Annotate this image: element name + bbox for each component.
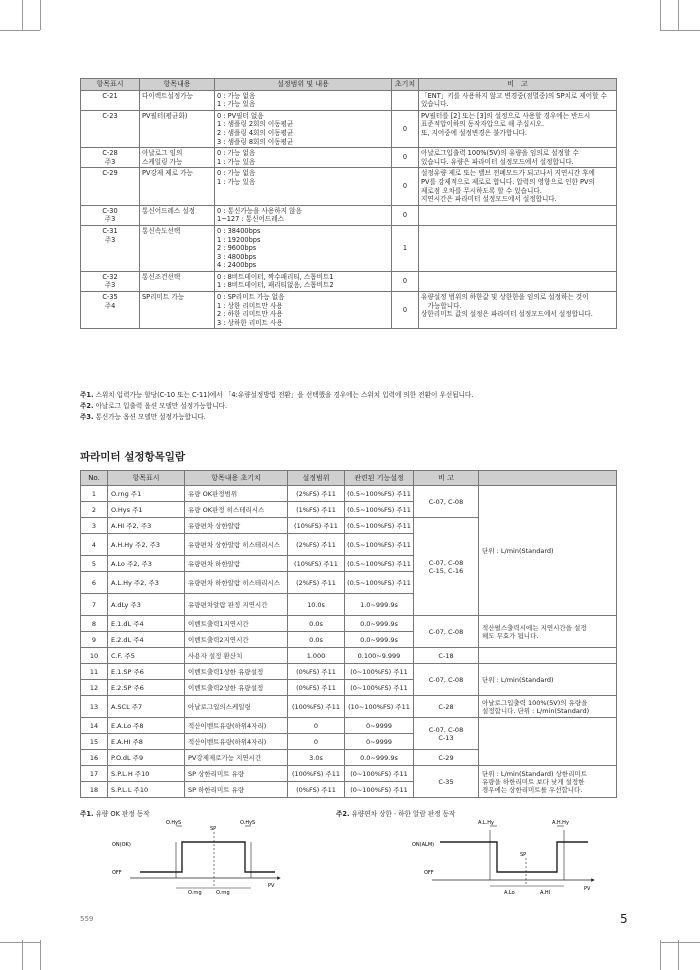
range-cell: 0.0s bbox=[288, 632, 345, 648]
related-cell: (0.5~100%FS) 주11 bbox=[345, 486, 414, 502]
related-cell: (0~100%FS) 주11 bbox=[345, 680, 414, 696]
code-cell: C.F. 주5 bbox=[108, 648, 185, 664]
off-label: OFF bbox=[112, 870, 122, 876]
text-line: 다이렉트설정가능 bbox=[142, 91, 193, 100]
no-cell: 1 bbox=[81, 486, 108, 502]
name-cell: 아날로그입의스케일링 bbox=[185, 696, 288, 718]
name-cell: 이벤트출력2상한 유량설정 bbox=[185, 680, 288, 696]
text-line: 단위 : L/min(Standard) 상한리미트 bbox=[482, 769, 588, 778]
header-range: 설정범위 bbox=[288, 471, 345, 486]
name-cell: 유량편차 상한알람 히스테리시스 bbox=[185, 534, 288, 556]
name-cell: 유량편차 상한알람 bbox=[185, 518, 288, 534]
related-cell: (0.5~100%FS) 주11 bbox=[345, 534, 414, 556]
text-line: 제로점 오차를 무시하도록 할 수 있습니다. bbox=[421, 186, 542, 195]
text-line: 해도 무효가 됩니다. bbox=[482, 631, 539, 640]
text-line: 2 : 하한 리미트만 사용 bbox=[217, 310, 283, 319]
text-line: 1 : 가능 있음 bbox=[217, 177, 256, 186]
ref-cell bbox=[414, 486, 479, 518]
note-cell bbox=[479, 486, 617, 616]
name-cell: 이벤트출력1상한 유량설정 bbox=[185, 664, 288, 680]
note-3: 주3. 통신가능 옵션 모델만 설정가능합니다. bbox=[80, 413, 206, 421]
text-line: 1 : 샘플링 2회의 이동평균 bbox=[217, 120, 294, 129]
code-cell: S.P.L.L 주10 bbox=[108, 782, 185, 798]
header-name: 항목내용 초기치 bbox=[185, 471, 288, 486]
no-cell: 4 bbox=[81, 534, 108, 556]
related-cell: 0~9999 bbox=[345, 718, 414, 734]
remark-cell bbox=[419, 110, 617, 147]
ref-cell bbox=[414, 750, 479, 766]
text-line: 1 : 가능 있음 bbox=[217, 100, 256, 109]
range-cell: (100%FS) 주11 bbox=[288, 766, 345, 782]
name-cell bbox=[140, 292, 215, 329]
text-line: 상한리미트 값의 설정은 파라미터 설정모드에서 설정합니다. bbox=[421, 310, 593, 319]
name-cell: SP 하한리미트 유량 bbox=[185, 782, 288, 798]
text-line: 3 : 샘플링 8회의 이동평균 bbox=[217, 137, 294, 146]
text-line: 아날로그입출력 100%(5V)의 유량을 bbox=[482, 698, 588, 707]
sp-label: SP bbox=[210, 826, 217, 832]
header-related: 관련된 기능설정 bbox=[345, 471, 414, 486]
rng-right-label: O.rng bbox=[216, 890, 230, 896]
text-line: C-07, C-08 bbox=[428, 675, 464, 684]
lo-label: A.Lo bbox=[504, 890, 515, 896]
text-line: 경우에는 상한리미트를 우선합니다. bbox=[482, 785, 583, 794]
text-line: 지연시간은 파라미터 설정모드에서 설정합니다. bbox=[421, 195, 557, 204]
on-label: ON(OK) bbox=[112, 842, 131, 848]
no-cell: 15 bbox=[81, 734, 108, 750]
range-cell: 1.000 bbox=[288, 648, 345, 664]
related-cell: (0~100%FS) 주11 bbox=[345, 782, 414, 798]
range-cell: (2%FS) 주11 bbox=[288, 486, 345, 502]
related-cell: 0.0~999.9s bbox=[345, 616, 414, 632]
text-line: 「ENT」키를 사용하지 않고 변경중(점멸중)의 SP치로 제어할 수 bbox=[421, 91, 607, 100]
no-cell: 8 bbox=[81, 616, 108, 632]
text-line: 1 : 상한 리미트만 사용 bbox=[217, 301, 283, 310]
related-cell: (10~100%FS) 주11 bbox=[345, 696, 414, 718]
rng-left-label: O.rng bbox=[188, 890, 202, 896]
hys-left-label: O.HyS bbox=[166, 820, 182, 826]
text-line: 0 : 8비트데이터, 짝수패리티, 스톱비트1 bbox=[217, 272, 334, 281]
text-line: C-07, C-08 bbox=[428, 497, 464, 506]
code-cell: O.Hys 주1 bbox=[108, 502, 185, 518]
no-cell: 5 bbox=[81, 556, 108, 572]
note-cell bbox=[479, 616, 617, 648]
header-remark: 비 고 bbox=[419, 79, 617, 91]
text-line: C-07, C-08 bbox=[428, 725, 464, 734]
range-cell: 10.0s bbox=[288, 594, 345, 616]
no-cell: 11 bbox=[81, 664, 108, 680]
range-cell: 3.0s bbox=[288, 750, 345, 766]
no-cell: 2 bbox=[81, 502, 108, 518]
text-line: C-35 bbox=[102, 293, 118, 302]
code-cell: A.HI 주2, 주3 bbox=[108, 518, 185, 534]
code-cell: O.rng 주1 bbox=[108, 486, 185, 502]
text-line: 또, 지어중에 설정변경은 불가합니다. bbox=[421, 128, 528, 137]
table-header-row bbox=[81, 79, 617, 91]
text-line: 0 : PV필터 없음 bbox=[217, 111, 264, 120]
name-cell: 적산이벤트유량(하위4자리) bbox=[185, 734, 288, 750]
remark-cell bbox=[419, 271, 617, 291]
name-cell bbox=[140, 110, 215, 147]
text-line: 설정합니다. 단위 : L/min(Standard) bbox=[482, 706, 590, 715]
text-line: 가능합니다. bbox=[421, 301, 462, 310]
text-line: 유량을 하한리미트 보다 낮게 설정한 bbox=[482, 777, 585, 786]
name-cell: 유량 OK판정범위 bbox=[185, 486, 288, 502]
initial-cell: 0 bbox=[392, 168, 419, 205]
related-cell: 1.0~999.9s bbox=[345, 594, 414, 616]
text-line: 주3 bbox=[104, 157, 116, 166]
code-cell: E.2.dL 주4 bbox=[108, 632, 185, 648]
text-line: 1~127 : 통신어드레스 bbox=[217, 215, 284, 224]
range-cell: (10%FS) 주11 bbox=[288, 518, 345, 534]
text-line: 1 : 19200bps bbox=[217, 235, 261, 244]
table-header-row bbox=[81, 471, 617, 486]
name-cell: PV강제제로가능 지연시간 bbox=[185, 750, 288, 766]
range-cell: (10%FS) 주11 bbox=[288, 556, 345, 572]
code-cell: E.A.Lo 주8 bbox=[108, 718, 185, 734]
text-line: 주3 bbox=[104, 281, 116, 290]
code-cell: A.dLy 주3 bbox=[108, 594, 185, 616]
text-line: 4 : 2400bps bbox=[217, 261, 257, 270]
text-line: 통신조건선택 bbox=[142, 272, 181, 281]
header-remark: 비 고 bbox=[414, 471, 479, 486]
text-line: C-35 bbox=[438, 777, 454, 786]
text-line: 적산펄스출력시에는 지연시간을 설정 bbox=[482, 623, 587, 632]
related-cell: 0.0~999.9s bbox=[345, 750, 414, 766]
name-cell: 유량편차 하한알람 bbox=[185, 556, 288, 572]
code-cell bbox=[81, 205, 140, 225]
no-cell: 17 bbox=[81, 766, 108, 782]
name-cell: 이벤트출력1지연시간 bbox=[185, 616, 288, 632]
remark-cell bbox=[419, 292, 617, 329]
related-cell: (0.5~100%FS) 주11 bbox=[345, 556, 414, 572]
related-cell: (0.5~100%FS) 주11 bbox=[345, 518, 414, 534]
text-line: C-30 bbox=[102, 206, 118, 215]
hy-left-label: A.L.Hy bbox=[478, 820, 495, 826]
code-cell bbox=[81, 292, 140, 329]
on-label: ON(ALM) bbox=[412, 842, 435, 848]
text-line: PV강제 제로 가능 bbox=[142, 169, 193, 178]
initial-cell: 0 bbox=[392, 148, 419, 168]
text-line: 유량설정 범위의 하한값 및 상한한을 임의로 설정하는 것이 bbox=[421, 293, 589, 302]
text-line: 주3 bbox=[104, 215, 116, 224]
name-cell: 유량편차알람 판정 지연시간 bbox=[185, 594, 288, 616]
table-row bbox=[81, 90, 617, 110]
table-row bbox=[81, 616, 617, 632]
header-initial: 초기치 bbox=[392, 79, 419, 91]
text-line: PV필터를 [2] 또는 [3]의 설정으로 사용할 경우에는 반드시 bbox=[421, 111, 591, 120]
header-settings: 설정범위 및 내용 bbox=[215, 79, 392, 91]
table-row bbox=[81, 168, 617, 205]
name-cell bbox=[140, 90, 215, 110]
related-cell: (0~100%FS) 주11 bbox=[345, 766, 414, 782]
code-cell bbox=[81, 168, 140, 205]
ref-cell bbox=[414, 664, 479, 696]
range-cell: (0%FS) 주11 bbox=[288, 782, 345, 798]
text-line: C-29 bbox=[438, 753, 454, 762]
ref-cell bbox=[414, 766, 479, 798]
hy-right-label: A.H.Hy bbox=[552, 820, 569, 826]
text-line: SP리미트 가능 bbox=[142, 293, 185, 302]
header-no: No. bbox=[81, 471, 108, 486]
remark-cell bbox=[419, 148, 617, 168]
no-cell: 16 bbox=[81, 750, 108, 766]
text-line: 0 : 가능 없음 bbox=[217, 91, 256, 100]
range-cell: (0%FS) 주11 bbox=[288, 680, 345, 696]
initial-cell: 1 bbox=[392, 225, 419, 271]
name-cell bbox=[140, 225, 215, 271]
table-row bbox=[81, 766, 617, 782]
note-2: 주2. 아날로그 입출력 옵션 모델만 설정가능합니다. bbox=[80, 402, 228, 410]
related-cell: 0~9999 bbox=[345, 734, 414, 750]
related-cell: (0.5~100%FS) 주11 bbox=[345, 572, 414, 594]
page-number: 5 bbox=[620, 912, 628, 926]
range-cell: (1%FS) 주11 bbox=[288, 502, 345, 518]
text-line: 2 : 샘플링 4회의 이동평균 bbox=[217, 128, 294, 137]
code-cell: A.SCL 주7 bbox=[108, 696, 185, 718]
no-cell: 18 bbox=[81, 782, 108, 798]
code-cell bbox=[81, 271, 140, 291]
no-cell: 7 bbox=[81, 594, 108, 616]
name-cell bbox=[140, 148, 215, 168]
output-trace bbox=[140, 842, 275, 872]
related-cell: (0~100%FS) 주11 bbox=[345, 664, 414, 680]
text-line: C-15, C-16 bbox=[428, 566, 464, 575]
off-label: OFF bbox=[424, 870, 434, 876]
table-row bbox=[81, 696, 617, 718]
name-cell: 유량 OK판정 히스테리시스 bbox=[185, 502, 288, 518]
note-cell bbox=[479, 696, 617, 718]
code-cell bbox=[81, 148, 140, 168]
text-line: C-21 bbox=[102, 91, 118, 100]
header-code: 항목표시 bbox=[81, 79, 140, 91]
remark-cell bbox=[419, 90, 617, 110]
text-line: 1 : 8비트데이터, 패리티없음, 스톱비트2 bbox=[217, 281, 334, 290]
code-cell: P.O.dL 주9 bbox=[108, 750, 185, 766]
ok-judgement-diagram bbox=[110, 818, 290, 898]
code-cell: E.2.SP 주6 bbox=[108, 680, 185, 696]
initial-cell: 0 bbox=[392, 271, 419, 291]
code-cell: A.Lo 주2, 주3 bbox=[108, 556, 185, 572]
text-line: 0 : 가능 없음 bbox=[217, 169, 256, 178]
text-line: C-07, C-08 bbox=[428, 558, 464, 567]
name-cell: 이벤트출력2지연시간 bbox=[185, 632, 288, 648]
name-cell: SP 상한리미트 유량 bbox=[185, 766, 288, 782]
text-line: 0 : 38400bps bbox=[217, 226, 261, 235]
function-settings-table bbox=[80, 78, 617, 329]
name-cell: 사용자 설정 환산치 bbox=[185, 648, 288, 664]
name-cell: 유량편차 하한알람 히스테리시스 bbox=[185, 572, 288, 594]
range-cell: (2%FS) 주11 bbox=[288, 534, 345, 556]
table-row bbox=[81, 648, 617, 664]
name-cell bbox=[140, 168, 215, 205]
text-line: 0 : SP리미트 가능 없음 bbox=[217, 293, 285, 302]
header-blank bbox=[479, 471, 617, 486]
settings-cell bbox=[215, 90, 392, 110]
code-cell: E.A.HI 주8 bbox=[108, 734, 185, 750]
range-cell: 0.0s bbox=[288, 616, 345, 632]
initial-cell bbox=[392, 90, 419, 110]
figure1-caption: 주1. 유량 OK 판정 동작 bbox=[80, 810, 150, 818]
no-cell: 12 bbox=[81, 680, 108, 696]
table-row bbox=[81, 718, 617, 734]
text-line: C-31 bbox=[102, 226, 118, 235]
range-cell: (2%FS) 주11 bbox=[288, 572, 345, 594]
hys-right-label: O.HyS bbox=[240, 820, 256, 826]
related-cell: 0.0~999.9s bbox=[345, 632, 414, 648]
ref-cell bbox=[414, 696, 479, 718]
settings-cell bbox=[215, 168, 392, 205]
text-line: 아날로그입출력 100%(5V)의 유량을 임의로 설정할 수 bbox=[421, 149, 579, 158]
initial-cell: 0 bbox=[392, 110, 419, 147]
settings-cell bbox=[215, 292, 392, 329]
no-cell: 6 bbox=[81, 572, 108, 594]
no-cell: 13 bbox=[81, 696, 108, 718]
text-line: 있습니다. 유량은 파라미터 설정모드에서 설정합니다. bbox=[421, 157, 574, 166]
text-line: 3 : 4800bps bbox=[217, 252, 257, 261]
name-cell bbox=[140, 205, 215, 225]
text-line: C-29 bbox=[102, 169, 118, 178]
text-line: PV를 강제적으로 제로로 합니다. 압력의 영향으로 인한 PV의 bbox=[421, 177, 595, 186]
text-line: 주3 bbox=[104, 235, 116, 244]
text-line: 단위 : L/min(Standard) bbox=[482, 675, 554, 684]
note-cell bbox=[479, 718, 617, 766]
text-line: 1 : 가능 있음 bbox=[217, 157, 256, 166]
header-code: 항목표시 bbox=[108, 471, 185, 486]
pv-label: PV bbox=[584, 886, 591, 892]
folio-number: 559 bbox=[80, 915, 94, 923]
no-cell: 10 bbox=[81, 648, 108, 664]
text-line: 주4 bbox=[104, 301, 116, 310]
initial-cell: 0 bbox=[392, 292, 419, 329]
settings-cell bbox=[215, 110, 392, 147]
ref-cell bbox=[414, 616, 479, 648]
note-1: 주1. 스위치 입력가능 할당(C-10 또는 C-11)에서 「4:유량설정방법 전환」을 선택했을 경우에는 스위치 입력에 의한 전환이 우선됩니다. bbox=[80, 391, 474, 399]
text-line: 통신어드레스 설정 bbox=[142, 206, 196, 215]
text-line: 아날로그 임의 bbox=[142, 149, 183, 158]
code-cell bbox=[81, 90, 140, 110]
deviation-alarm-diagram bbox=[412, 818, 602, 898]
text-line: C-32 bbox=[102, 272, 118, 281]
figure2-caption: 주2. 유량편차 상한 · 하한 알람 판정 동작 bbox=[336, 810, 456, 818]
text-line: C-23 bbox=[102, 111, 118, 120]
range-cell: (0%FS) 주11 bbox=[288, 664, 345, 680]
text-line: 설정유량 제로 또는 밸브 전폐모드가 되고나서 지연시간 후에 bbox=[421, 169, 595, 178]
header-name: 항목내용 bbox=[140, 79, 215, 91]
text-line: C-28 bbox=[438, 702, 454, 711]
note-cell bbox=[479, 664, 617, 696]
name-cell bbox=[140, 271, 215, 291]
settings-cell bbox=[215, 225, 392, 271]
text-line: PV필터(평균화) bbox=[142, 111, 188, 120]
settings-cell bbox=[215, 148, 392, 168]
remark-cell bbox=[419, 168, 617, 205]
initial-cell: 0 bbox=[392, 205, 419, 225]
table-row bbox=[81, 225, 617, 271]
remark-cell bbox=[419, 225, 617, 271]
text-line: 있습니다. bbox=[421, 100, 449, 109]
related-cell: 0.100~9.999 bbox=[345, 648, 414, 664]
output-trace bbox=[440, 842, 588, 872]
code-cell bbox=[81, 225, 140, 271]
text-line: 표준적압이하의 동작자압으로 해 주십시오. bbox=[421, 120, 545, 129]
ref-cell bbox=[414, 718, 479, 750]
table-row bbox=[81, 110, 617, 147]
text-line: 통신속도선택 bbox=[142, 226, 181, 235]
settings-cell bbox=[215, 271, 392, 291]
text-line: C-13 bbox=[438, 733, 454, 742]
note-cell bbox=[479, 766, 617, 798]
text-line: C-18 bbox=[438, 651, 454, 660]
code-cell bbox=[81, 110, 140, 147]
no-cell: 14 bbox=[81, 718, 108, 734]
text-line: C-28 bbox=[102, 149, 118, 158]
related-cell: (0.5~100%FS) 주11 bbox=[345, 502, 414, 518]
table-row bbox=[81, 148, 617, 168]
table-row bbox=[81, 486, 617, 502]
range-cell: 0 bbox=[288, 734, 345, 750]
text-line: 0 : 통신가능을 사용하지 않음 bbox=[217, 206, 302, 215]
name-cell: 적산이벤트유량(하위4자리) bbox=[185, 718, 288, 734]
ref-cell bbox=[414, 518, 479, 616]
remark-cell bbox=[419, 205, 617, 225]
code-cell: A.L.Hy 주2, 주3 bbox=[108, 572, 185, 594]
settings-cell bbox=[215, 205, 392, 225]
code-cell: A.H.Hy 주2, 주3 bbox=[108, 534, 185, 556]
text-line: 2 : 9600bps bbox=[217, 244, 257, 253]
sp-label: SP bbox=[520, 852, 527, 858]
text-line: 3 : 상하한 리미트 사용 bbox=[217, 318, 283, 327]
range-cell: 0 bbox=[288, 718, 345, 734]
ref-cell bbox=[414, 648, 479, 664]
range-cell: (100%FS) 주11 bbox=[288, 696, 345, 718]
section-title: 파라미터 설정항목일람 bbox=[80, 451, 186, 463]
code-cell: E.1.SP 주6 bbox=[108, 664, 185, 680]
table-row bbox=[81, 664, 617, 680]
text-line: C-07, C-08 bbox=[428, 627, 464, 636]
code-cell: E.1.dL 주4 bbox=[108, 616, 185, 632]
code-cell: S.P.L.H 주10 bbox=[108, 766, 185, 782]
note-cell bbox=[479, 648, 617, 664]
pv-label: PV bbox=[268, 883, 275, 889]
text-line: 스케일링 가능 bbox=[142, 157, 183, 166]
table-row bbox=[81, 292, 617, 329]
table-row bbox=[81, 271, 617, 291]
text-line: 0 : 가능 없음 bbox=[217, 149, 256, 158]
hi-label: A.HI bbox=[540, 890, 551, 896]
text-line: 단위 : L/min(Standard) bbox=[482, 546, 554, 555]
no-cell: 3 bbox=[81, 518, 108, 534]
no-cell: 9 bbox=[81, 632, 108, 648]
parameter-list-table bbox=[80, 470, 617, 798]
table-row bbox=[81, 205, 617, 225]
